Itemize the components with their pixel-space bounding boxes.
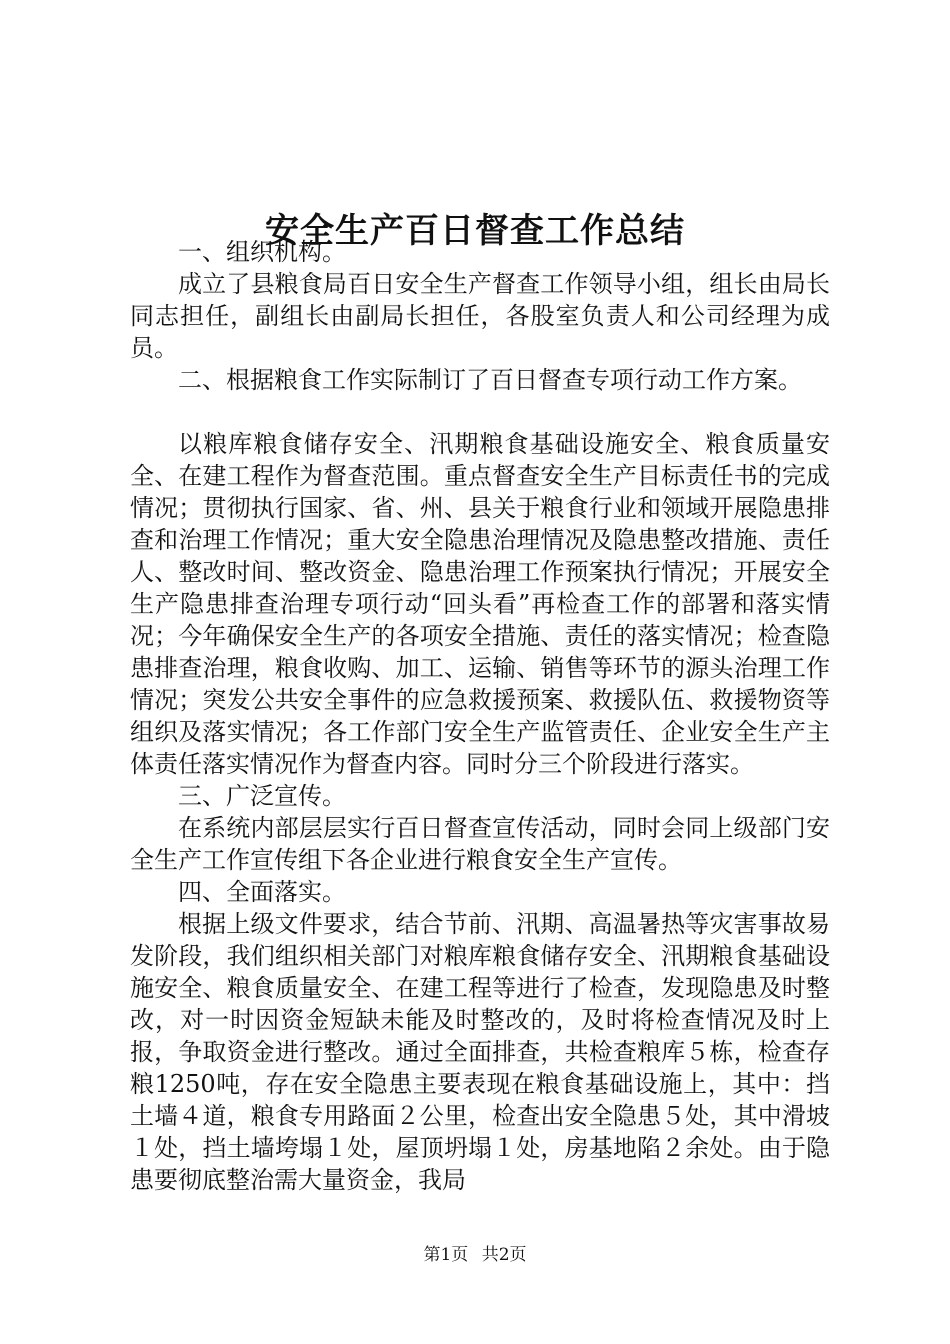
blank-line [130, 396, 830, 428]
paragraph-publicity: 在系统内部层层实行百日督查宣传活动，同时会同上级部门安全生产工作宣传组下各企业进行粮食安全生产宣传。 [130, 814, 830, 874]
section-heading-implementation: 四、全面落实。 [178, 878, 346, 906]
document-title: 安全生产百日督查工作总结 [265, 210, 685, 251]
paragraph-leadership-group: 成立了县粮食局百日安全生产督查工作领导小组，组长由局长同志担任，副组长由副局长担任，各股室负责人和公司经理为成员。 [130, 270, 830, 362]
paragraph-inspection-scope: 以粮库粮食储存安全、汛期粮食基础设施安全、粮食质量安全、在建工程作为督查范围。重点督查安全生产目标责任书的完成情况；贯彻执行国家、省、州、县关于粮食行业和领域开展隐患排查和治理工作情况；重大安全隐患治理情况及隐患整改措施、责任人、整改时间、整改资金、隐患治理工作预案执行情况；开展安全生产隐患排查治理专项行动“回头看”再检查工作的部署和落实情况；今年确保安全生产的各项安全措施、责任的落实情况；检查隐患排查治理，粮食收购、加工、运输、销售等环节的源头治理工作情况；突发公共安全事件的应急救援预案、救援队伍、救援物资等组织及落实情况；各工作部门安全生产监管责任、企业安全生产主体责任落实情况作为督查内容。同时分三个阶段进行落实。 [130, 430, 830, 778]
paragraph-implementation: 根据上级文件要求，结合节前、汛期、高温暑热等灾害事故易发阶段，我们组织相关部门对粮库粮食储存安全、汛期粮食基础设施安全、粮食质量安全、在建工程等进行了检查，发现隐患及时整改，对一时因资金短缺未能及时整改的，及时将检查情况及时上报，争取资金进行整改。通过全面排查，共检查粮库５栋，检查存粮1250吨，存在安全隐患主要表现在粮食基础设施上，其中：挡土墙４道，粮食专用路面２公里，检查出安全隐患５处，其中滑坡１处，挡土墙垮塌１处，屋顶坍塌１处，房基地陷２余处。由于隐患要彻底整治需大量资金，我局 [130, 910, 830, 1194]
page-total: 共2页 [481, 1245, 527, 1265]
section-heading-work-plan: 二、根据粮食工作实际制订了百日督查专项行动工作方案。 [178, 366, 802, 394]
page-number: 第1页 [423, 1245, 469, 1265]
section-heading-publicity: 三、广泛宣传。 [178, 782, 346, 810]
section-heading-organization: 一、组织机构。 [178, 238, 346, 266]
document-body [130, 236, 830, 1196]
page-footer [0, 1243, 950, 1267]
